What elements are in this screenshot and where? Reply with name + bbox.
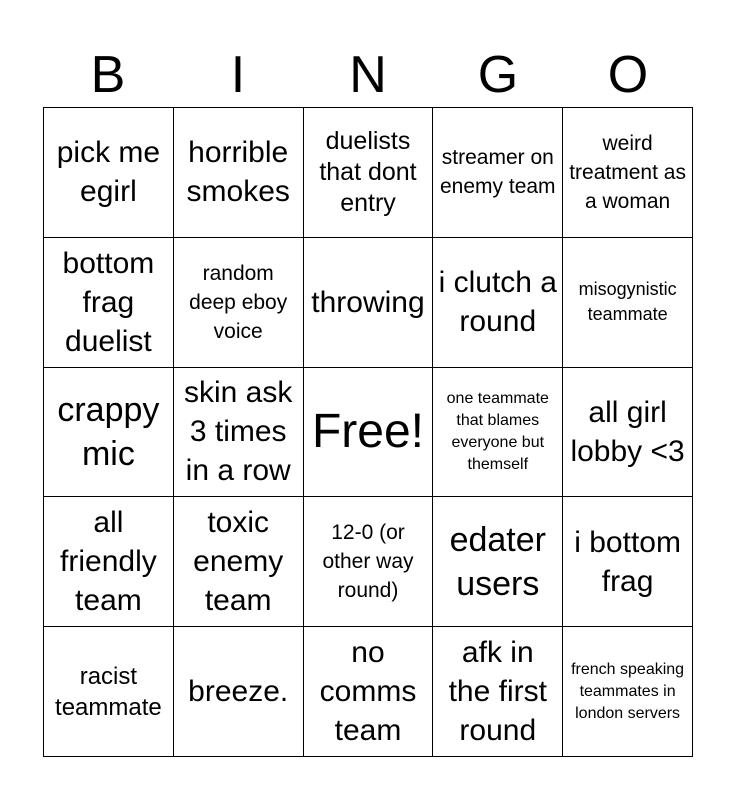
bingo-cell[interactable] <box>44 627 174 757</box>
bingo-cell[interactable] <box>44 238 174 368</box>
bingo-cell[interactable] <box>44 497 174 627</box>
cell-text: skin ask 3 times in a row <box>184 376 293 488</box>
bingo-header <box>43 44 693 106</box>
cell-text: misogynistic teammate <box>578 279 677 325</box>
bingo-cell[interactable] <box>304 238 434 368</box>
cell-text: one teammate that blames everyone but themself <box>446 389 549 473</box>
bingo-cell[interactable] <box>433 238 563 368</box>
cell-text: no comms team <box>319 636 417 748</box>
cell-text: 12-0 (or other way round) <box>322 521 414 603</box>
bingo-cell[interactable] <box>174 108 304 238</box>
cell-text: weird treatment as a woman <box>569 131 686 213</box>
bingo-cell[interactable] <box>44 108 174 238</box>
bingo-cell[interactable] <box>304 108 434 238</box>
cell-text: pick me egirl <box>56 136 161 209</box>
bingo-cell[interactable] <box>44 368 174 498</box>
cell-text: bottom frag duelist <box>62 246 155 358</box>
bingo-cell[interactable] <box>563 368 693 498</box>
cell-text: random deep eboy voice <box>189 261 288 343</box>
cell-text: afk in the first round <box>448 636 547 748</box>
bingo-cell[interactable] <box>174 368 304 498</box>
cell-text: breeze. <box>188 675 289 709</box>
header-letter-b: B <box>90 46 126 104</box>
bingo-cell[interactable] <box>433 497 563 627</box>
bingo-cell[interactable] <box>174 627 304 757</box>
bingo-cell[interactable] <box>563 238 693 368</box>
bingo-cell[interactable] <box>304 627 434 757</box>
cell-text: edater users <box>449 520 546 603</box>
header-letter-o: O <box>607 46 649 104</box>
cell-text: crappy mic <box>57 390 160 473</box>
bingo-cell[interactable] <box>433 108 563 238</box>
bingo-cell[interactable] <box>563 627 693 757</box>
cell-text: racist teammate <box>55 662 162 721</box>
cell-text: i bottom frag <box>574 525 681 598</box>
header-letter-i: I <box>230 46 246 104</box>
cell-text: all friendly team <box>60 506 157 618</box>
cell-text: toxic enemy team <box>193 506 284 618</box>
cell-text: horrible smokes <box>186 136 290 209</box>
free-space-text: Free! <box>311 404 424 458</box>
bingo-cell[interactable] <box>174 238 304 368</box>
bingo-cell[interactable] <box>433 368 563 498</box>
cell-text: i clutch a round <box>438 266 557 339</box>
bingo-cell[interactable] <box>563 497 693 627</box>
free-space-cell[interactable] <box>304 368 434 498</box>
bingo-cell[interactable] <box>174 497 304 627</box>
header-letter-n: N <box>349 46 387 104</box>
header-letter-g: G <box>477 46 519 104</box>
cell-text: streamer on enemy team <box>440 146 556 199</box>
cell-text: all girl lobby <3 <box>570 395 685 468</box>
cell-text: throwing <box>311 285 425 319</box>
cell-text: duelists that dont entry <box>319 126 417 217</box>
bingo-cell[interactable] <box>433 627 563 757</box>
bingo-cell[interactable] <box>304 497 434 627</box>
bingo-cell[interactable] <box>563 108 693 238</box>
bingo-board <box>43 107 693 757</box>
cell-text: french speaking teammates in london servers <box>571 660 685 722</box>
